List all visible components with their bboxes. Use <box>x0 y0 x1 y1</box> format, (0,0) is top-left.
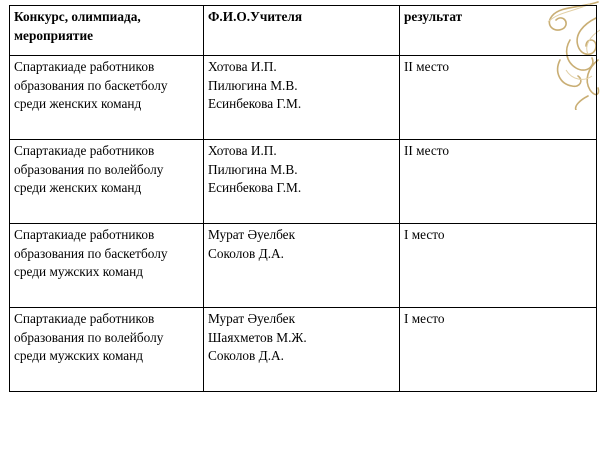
teachers-cell <box>204 308 400 392</box>
event-line: Спартакиаде работников <box>14 59 155 74</box>
teachers-cell <box>204 140 400 224</box>
table-row <box>10 308 597 392</box>
event-cell <box>10 308 204 392</box>
teacher-name: Пилюгина М.В. <box>208 161 298 177</box>
teachers-cell <box>204 224 400 308</box>
teacher-name: Хотова И.П. <box>208 143 277 158</box>
teacher-name: Хотова И.П. <box>208 59 277 74</box>
header-teacher <box>204 6 400 56</box>
teacher-name: Есинбекова Г.М. <box>208 96 302 111</box>
result-cell <box>400 140 597 224</box>
result-value: I место <box>404 311 445 326</box>
event-line: Спартакиаде работников <box>14 227 155 242</box>
table-row <box>10 140 597 224</box>
event-cell <box>10 140 204 224</box>
event-line: Спартакиаде работников <box>14 143 155 158</box>
event-cell <box>10 56 204 140</box>
header-event-line: Конкурс, олимпиада, <box>14 9 141 24</box>
teacher-name: Мурат Әуелбек <box>208 311 296 326</box>
table-row <box>10 56 597 140</box>
teachers-cell <box>204 56 400 140</box>
teacher-name: Соколов Д.А. <box>208 245 284 261</box>
teacher-name: Есинбекова Г.М. <box>208 180 302 195</box>
event-line: образования по баскетболу <box>14 245 168 261</box>
result-cell <box>400 308 597 392</box>
result-cell <box>400 224 597 308</box>
event-line: среди женских команд <box>14 96 142 111</box>
result-value: II место <box>404 143 450 158</box>
header-event-line: мероприятие <box>14 27 94 43</box>
teacher-name: Мурат Әуелбек <box>208 227 296 242</box>
event-line: среди мужских команд <box>14 264 144 279</box>
event-line: образования по волейболу <box>14 329 164 345</box>
event-cell <box>10 224 204 308</box>
teacher-name: Соколов Д.А. <box>208 348 284 363</box>
event-line: среди мужских команд <box>14 348 144 363</box>
event-line: Спартакиаде работников <box>14 311 155 326</box>
header-event <box>10 6 204 56</box>
header-teacher-line: Ф.И.О.Учителя <box>208 9 303 24</box>
result-cell <box>400 56 597 140</box>
result-value: I место <box>404 227 445 242</box>
table-header-row <box>10 6 597 56</box>
event-line: образования по волейболу <box>14 161 164 177</box>
header-result <box>400 6 597 56</box>
teacher-name: Шаяхметов М.Ж. <box>208 329 307 345</box>
event-line: среди женских команд <box>14 180 142 195</box>
header-result-line: результат <box>404 9 463 24</box>
result-value: II место <box>404 59 450 74</box>
table-row <box>10 224 597 308</box>
results-table <box>9 5 597 392</box>
teacher-name: Пилюгина М.В. <box>208 77 298 93</box>
event-line: образования по баскетболу <box>14 77 168 93</box>
